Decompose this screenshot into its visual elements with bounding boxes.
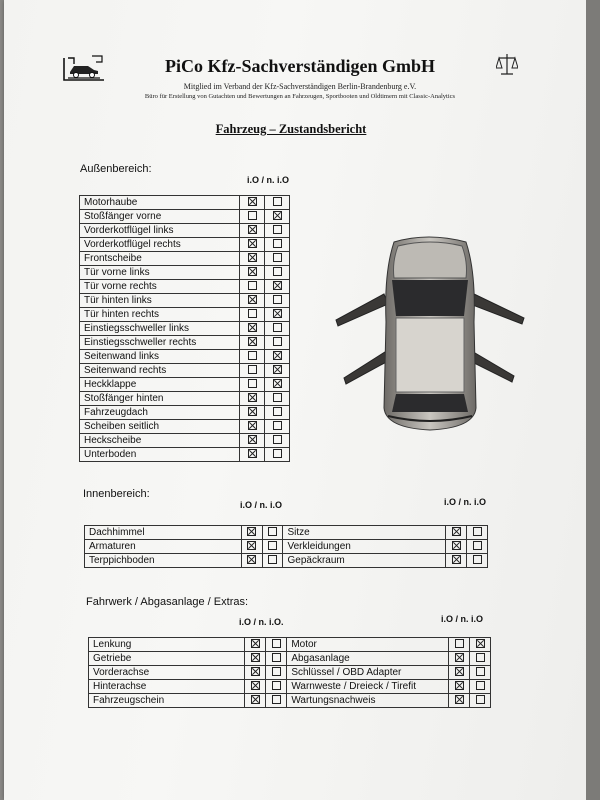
empty-box-icon[interactable] (248, 309, 257, 318)
checked-box-icon[interactable] (248, 393, 257, 402)
empty-box-icon[interactable] (248, 281, 257, 290)
empty-box-icon[interactable] (476, 667, 485, 676)
item-label: Warnweste / Dreieck / Tirefit (287, 680, 449, 694)
item-label: Tür hinten links (80, 294, 240, 308)
item-label: Fahrzeugschein (89, 694, 245, 708)
nio-checkbox[interactable] (265, 392, 290, 406)
chassis-column-header-left: i.O / n. i.O. (239, 617, 284, 627)
io-checkbox[interactable] (240, 392, 265, 406)
nio-checkbox[interactable] (467, 526, 488, 540)
io-checkbox[interactable] (240, 266, 265, 280)
checked-box-icon[interactable] (248, 295, 257, 304)
io-checkbox[interactable] (240, 448, 265, 462)
checked-box-icon[interactable] (248, 421, 257, 430)
nio-checkbox[interactable] (470, 666, 491, 680)
empty-box-icon[interactable] (273, 253, 282, 262)
io-checkbox[interactable] (449, 652, 470, 666)
item-label: Abgasanlage (287, 652, 449, 666)
empty-box-icon[interactable] (273, 295, 282, 304)
checklist-row (85, 540, 488, 554)
io-checkbox[interactable] (240, 350, 265, 364)
empty-box-icon[interactable] (473, 555, 482, 564)
nio-checkbox[interactable] (265, 448, 290, 462)
item-label: Fahrzeugdach (80, 406, 240, 420)
empty-box-icon[interactable] (273, 435, 282, 444)
empty-box-icon[interactable] (272, 639, 281, 648)
empty-box-icon[interactable] (273, 267, 282, 276)
nio-checkbox[interactable] (265, 420, 290, 434)
checked-box-icon[interactable] (248, 239, 257, 248)
nio-checkbox[interactable] (265, 280, 290, 294)
item-label: Seitenwand links (80, 350, 240, 364)
interior-column-header-right: i.O / n. i.O (444, 497, 487, 507)
checked-box-icon[interactable] (248, 197, 257, 206)
checked-box-icon[interactable] (248, 253, 257, 262)
checked-box-icon[interactable] (248, 435, 257, 444)
checked-box-icon[interactable] (273, 379, 282, 388)
checklist-row (80, 280, 290, 294)
checklist-row (89, 652, 491, 666)
nio-checkbox[interactable] (467, 540, 488, 554)
empty-box-icon[interactable] (273, 421, 282, 430)
io-checkbox[interactable] (240, 224, 265, 238)
item-label: Gepäckraum (283, 554, 446, 568)
checklist-row (80, 210, 290, 224)
empty-box-icon[interactable] (455, 639, 464, 648)
item-label: Terppichboden (85, 554, 242, 568)
nio-checkbox[interactable] (265, 224, 290, 238)
empty-box-icon[interactable] (273, 449, 282, 458)
empty-box-icon[interactable] (272, 667, 281, 676)
item-label: Lenkung (89, 638, 245, 652)
nio-checkbox[interactable] (265, 308, 290, 322)
nio-checkbox[interactable] (265, 434, 290, 448)
checked-box-icon[interactable] (251, 695, 260, 704)
checked-box-icon[interactable] (251, 639, 260, 648)
checklist-row (80, 196, 290, 210)
nio-checkbox[interactable] (265, 364, 290, 378)
interior-heading: Innenbereich: (83, 488, 150, 500)
item-label: Vorderkotflügel rechts (80, 238, 240, 252)
item-label: Getriebe (89, 652, 245, 666)
item-label: Wartungsnachweis (287, 694, 449, 708)
checked-box-icon[interactable] (455, 653, 464, 662)
checked-box-icon[interactable] (455, 681, 464, 690)
io-checkbox[interactable] (240, 420, 265, 434)
empty-box-icon[interactable] (268, 541, 277, 550)
nio-checkbox[interactable] (265, 252, 290, 266)
io-checkbox[interactable] (449, 638, 470, 652)
checklist-row (89, 666, 491, 680)
checked-box-icon[interactable] (273, 309, 282, 318)
io-checkbox[interactable] (240, 294, 265, 308)
empty-box-icon[interactable] (273, 337, 282, 346)
io-checkbox[interactable] (240, 364, 265, 378)
empty-box-icon[interactable] (248, 379, 257, 388)
checked-box-icon[interactable] (248, 267, 257, 276)
io-checkbox[interactable] (240, 336, 265, 350)
checked-box-icon[interactable] (247, 555, 256, 564)
checked-box-icon[interactable] (248, 337, 257, 346)
chassis-column-header-right: i.O / n. i.O (441, 614, 484, 624)
checked-box-icon[interactable] (476, 639, 485, 648)
item-label: Scheiben seitlich (80, 420, 240, 434)
io-checkbox[interactable] (449, 680, 470, 694)
nio-checkbox[interactable] (265, 336, 290, 350)
checked-box-icon[interactable] (452, 541, 461, 550)
io-checkbox[interactable] (240, 252, 265, 266)
empty-box-icon[interactable] (273, 407, 282, 416)
nio-checkbox[interactable] (262, 554, 283, 568)
io-checkbox[interactable] (240, 280, 265, 294)
nio-checkbox[interactable] (265, 238, 290, 252)
background-edge (586, 0, 600, 800)
io-checkbox[interactable] (245, 638, 266, 652)
checked-box-icon[interactable] (251, 667, 260, 676)
io-checkbox[interactable] (240, 322, 265, 336)
nio-checkbox[interactable] (265, 210, 290, 224)
empty-box-icon[interactable] (248, 351, 257, 360)
checked-box-icon[interactable] (455, 695, 464, 704)
nio-checkbox[interactable] (470, 694, 491, 708)
nio-checkbox[interactable] (262, 540, 283, 554)
io-checkbox[interactable] (245, 666, 266, 680)
empty-box-icon[interactable] (273, 225, 282, 234)
checked-box-icon[interactable] (248, 449, 257, 458)
checked-box-icon[interactable] (247, 527, 256, 536)
company-name: PiCo Kfz-Sachverständigen GmbH (165, 56, 435, 76)
io-checkbox[interactable] (241, 526, 262, 540)
exterior-checklist (79, 195, 290, 462)
io-checkbox[interactable] (245, 680, 266, 694)
empty-box-icon[interactable] (272, 681, 281, 690)
io-checkbox[interactable] (245, 694, 266, 708)
chassis-checklist (88, 637, 491, 708)
interior-checklist (84, 525, 488, 568)
item-label: Hinterachse (89, 680, 245, 694)
checked-box-icon[interactable] (247, 541, 256, 550)
item-label: Tür hinten rechts (80, 308, 240, 322)
checklist-row (80, 448, 290, 462)
io-checkbox[interactable] (446, 554, 467, 568)
item-label: Sitze (283, 526, 446, 540)
checklist-row (85, 554, 488, 568)
nio-checkbox[interactable] (266, 680, 287, 694)
car-top-view-doors-open-icon (328, 232, 532, 432)
io-checkbox[interactable] (446, 526, 467, 540)
checklist-row (80, 420, 290, 434)
checklist-row (80, 378, 290, 392)
checked-box-icon[interactable] (248, 225, 257, 234)
checklist-row (80, 308, 290, 322)
item-label: Motor (287, 638, 449, 652)
item-label: Frontscheibe (80, 252, 240, 266)
office-description: Büro für Erstellung von Gutachten und Bewertungen an Fahrzeugen, Sportbooten und Oldtimern mit Classic-Analytics (144, 93, 456, 100)
io-checkbox[interactable] (240, 378, 265, 392)
checked-box-icon[interactable] (251, 653, 260, 662)
checklist-row (89, 638, 491, 652)
nio-checkbox[interactable] (265, 322, 290, 336)
nio-checkbox[interactable] (266, 694, 287, 708)
chassis-heading: Fahrwerk / Abgasanlage / Extras: (86, 596, 249, 608)
item-label: Unterboden (80, 448, 240, 462)
io-checkbox[interactable] (240, 406, 265, 420)
nio-checkbox[interactable] (470, 638, 491, 652)
io-checkbox[interactable] (240, 238, 265, 252)
item-label: Einstiegsschweller rechts (80, 336, 240, 350)
item-label: Stoßfänger vorne (80, 210, 240, 224)
empty-box-icon[interactable] (476, 681, 485, 690)
io-checkbox[interactable] (449, 666, 470, 680)
nio-checkbox[interactable] (262, 526, 283, 540)
checklist-row (80, 266, 290, 280)
nio-checkbox[interactable] (265, 350, 290, 364)
empty-box-icon[interactable] (476, 653, 485, 662)
nio-checkbox[interactable] (470, 652, 491, 666)
item-label: Heckscheibe (80, 434, 240, 448)
nio-checkbox[interactable] (266, 652, 287, 666)
io-checkbox[interactable] (449, 694, 470, 708)
checked-box-icon[interactable] (273, 211, 282, 220)
checklist-row (85, 526, 488, 540)
checked-box-icon[interactable] (273, 365, 282, 374)
empty-box-icon[interactable] (473, 541, 482, 550)
io-checkbox[interactable] (241, 554, 262, 568)
item-label: Tür vorne links (80, 266, 240, 280)
item-label: Verkleidungen (283, 540, 446, 554)
nio-checkbox[interactable] (265, 406, 290, 420)
checklist-row (80, 294, 290, 308)
empty-box-icon[interactable] (272, 653, 281, 662)
nio-checkbox[interactable] (266, 638, 287, 652)
empty-box-icon[interactable] (248, 211, 257, 220)
nio-checkbox[interactable] (265, 266, 290, 280)
document-title: Fahrzeug – Zustandsbericht (215, 122, 367, 136)
checklist-row (80, 224, 290, 238)
checklist-row (80, 238, 290, 252)
checked-box-icon[interactable] (251, 681, 260, 690)
item-label: Motorhaube (80, 196, 240, 210)
nio-checkbox[interactable] (265, 294, 290, 308)
item-label: Dachhimmel (85, 526, 242, 540)
io-checkbox[interactable] (446, 540, 467, 554)
item-label: Einstiegsschweller links (80, 322, 240, 336)
checked-box-icon[interactable] (452, 527, 461, 536)
checked-box-icon[interactable] (248, 407, 257, 416)
nio-checkbox[interactable] (266, 666, 287, 680)
checked-box-icon[interactable] (455, 667, 464, 676)
empty-box-icon[interactable] (273, 393, 282, 402)
checked-box-icon[interactable] (273, 351, 282, 360)
membership-line: Mitglied im Verband der Kfz-Sachverständigen Berlin-Brandenburg e.V. (183, 82, 417, 91)
item-label: Vorderkotflügel links (80, 224, 240, 238)
io-checkbox[interactable] (241, 540, 262, 554)
empty-box-icon[interactable] (476, 695, 485, 704)
empty-box-icon[interactable] (473, 527, 482, 536)
checklist-row (80, 252, 290, 266)
checklist-row (80, 406, 290, 420)
interior-column-header-left: i.O / n. i.O (240, 500, 283, 510)
item-label: Schlüssel / OBD Adapter (287, 666, 449, 680)
empty-box-icon[interactable] (248, 365, 257, 374)
io-checkbox[interactable] (240, 434, 265, 448)
item-label: Armaturen (85, 540, 242, 554)
checklist-row (80, 392, 290, 406)
empty-box-icon[interactable] (272, 695, 281, 704)
nio-checkbox[interactable] (470, 680, 491, 694)
item-label: Seitenwand rechts (80, 364, 240, 378)
checked-box-icon[interactable] (273, 281, 282, 290)
checked-box-icon[interactable] (452, 555, 461, 564)
empty-box-icon[interactable] (273, 323, 282, 332)
io-checkbox[interactable] (240, 210, 265, 224)
item-label: Vorderachse (89, 666, 245, 680)
item-label: Tür vorne rechts (80, 280, 240, 294)
nio-checkbox[interactable] (467, 554, 488, 568)
checklist-row (80, 336, 290, 350)
empty-box-icon[interactable] (273, 197, 282, 206)
empty-box-icon[interactable] (273, 239, 282, 248)
checklist-row (80, 350, 290, 364)
exterior-column-header: i.O / n. i.O (247, 175, 290, 185)
nio-checkbox[interactable] (265, 196, 290, 210)
checklist-row (80, 364, 290, 378)
exterior-heading: Außenbereich: (80, 163, 152, 175)
checklist-row (89, 680, 491, 694)
checklist-row (89, 694, 491, 708)
item-label: Heckklappe (80, 378, 240, 392)
checked-box-icon[interactable] (248, 323, 257, 332)
item-label: Stoßfänger hinten (80, 392, 240, 406)
io-checkbox[interactable] (240, 196, 265, 210)
nio-checkbox[interactable] (265, 378, 290, 392)
checklist-row (80, 322, 290, 336)
io-checkbox[interactable] (240, 308, 265, 322)
empty-box-icon[interactable] (268, 555, 277, 564)
checklist-row (80, 434, 290, 448)
io-checkbox[interactable] (245, 652, 266, 666)
empty-box-icon[interactable] (268, 527, 277, 536)
